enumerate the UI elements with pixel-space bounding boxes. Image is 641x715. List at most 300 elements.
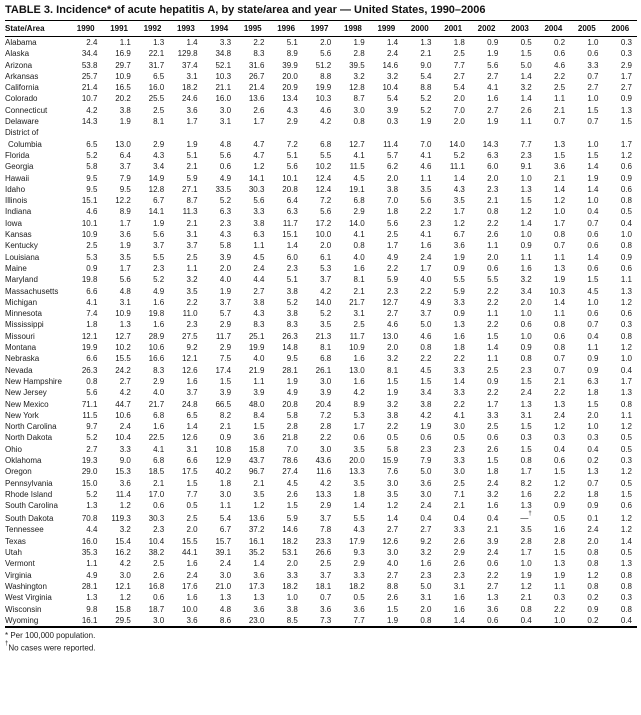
value-cell: 0.2 xyxy=(553,38,566,47)
value-cell: 1.3 xyxy=(620,286,632,296)
value-cell: 1.3 xyxy=(520,501,532,511)
value-cell: 9.2 xyxy=(186,343,198,353)
value-cell: 78.6 xyxy=(282,455,298,465)
value-cell: 16.5 xyxy=(115,83,131,93)
value-cell: 3.7 xyxy=(186,388,198,398)
value-cell: 3.3 xyxy=(453,455,465,465)
value-cell: 1.7 xyxy=(520,548,532,558)
value-cell: 1.7 xyxy=(420,263,432,273)
table-row xyxy=(5,376,637,387)
value-cell: 1.4 xyxy=(186,38,198,47)
value-cell: 4.1 xyxy=(86,297,98,307)
value-cell: 5.2 xyxy=(219,196,232,206)
value-cell: 27.1 xyxy=(182,184,198,194)
value-cell: 4.5 xyxy=(286,478,298,488)
value-cell: 2.3 xyxy=(153,263,165,273)
value-cell: 3.5 xyxy=(320,320,332,330)
value-cell: 2.1 xyxy=(420,49,432,59)
value-cell: 18.2 xyxy=(282,536,298,546)
value-cell: 3.2 xyxy=(119,525,131,535)
value-cell: 0.4 xyxy=(587,331,599,341)
value-cell: 0.4 xyxy=(520,615,532,625)
value-cell: 1.1 xyxy=(553,94,566,104)
value-cell: 2.2 xyxy=(420,286,432,296)
state-name-cell: Colorado xyxy=(5,94,38,104)
value-cell: 3.6 xyxy=(353,604,365,614)
value-cell: 10.4 xyxy=(148,536,165,546)
value-cell: 0.6 xyxy=(153,501,165,511)
value-cell: 1.5 xyxy=(520,49,532,59)
value-cell: 3.6 xyxy=(487,604,499,614)
value-cell: 2.1 xyxy=(353,286,365,296)
table-row xyxy=(5,432,637,443)
value-cell: 2.2 xyxy=(487,218,499,228)
value-cell: 0.9 xyxy=(587,604,599,614)
value-cell: 2.5 xyxy=(186,514,198,524)
column-header-year: 1991 xyxy=(102,21,135,37)
value-cell: 1.8 xyxy=(353,489,365,499)
value-cell: 1.3 xyxy=(620,105,632,115)
state-name-cell: Connecticut xyxy=(5,105,48,115)
value-cell: 0.3 xyxy=(620,593,632,603)
value-cell: 1.1 xyxy=(620,410,632,420)
value-cell: 1.1 xyxy=(253,241,265,251)
value-cell: 129.8 xyxy=(177,49,198,59)
value-cell: 4.1 xyxy=(453,410,465,420)
value-cell: 7.2 xyxy=(320,196,332,206)
value-cell: 10.8 xyxy=(215,444,232,454)
value-cell: 3.3 xyxy=(286,570,298,580)
value-cell: 5.6 xyxy=(153,230,165,240)
state-name-cell: District of Columbia xyxy=(5,128,42,149)
value-cell: 13.3 xyxy=(349,467,365,477)
value-cell: 0.9 xyxy=(620,94,632,104)
value-cell: 1.4 xyxy=(453,376,465,386)
value-cell: 1.2 xyxy=(386,501,399,511)
column-header-year: 2004 xyxy=(537,21,570,37)
value-cell: 0.4 xyxy=(587,207,599,217)
value-cell: 3.2 xyxy=(186,275,198,285)
value-cell: 4.1 xyxy=(353,150,365,160)
value-cell: 0.8 xyxy=(553,230,566,240)
value-cell: 2.4 xyxy=(253,263,265,273)
table-row xyxy=(5,173,637,184)
value-cell: 0.9 xyxy=(219,433,232,443)
value-cell: 3.1 xyxy=(453,581,465,591)
value-cell: 5.4 xyxy=(386,94,399,104)
value-cell: 3.1 xyxy=(353,309,365,319)
value-cell: 8.1 xyxy=(153,117,165,127)
value-cell: 2.8 xyxy=(553,536,566,546)
value-cell: 0.5 xyxy=(620,548,632,558)
value-cell: 0.9 xyxy=(487,376,499,386)
value-cell: 1.2 xyxy=(553,422,566,432)
value-cell: 5.5 xyxy=(453,275,465,285)
value-cell: 18.2 xyxy=(182,83,198,93)
value-cell: 0.8 xyxy=(620,241,632,251)
value-cell: 1.5 xyxy=(520,422,532,432)
value-cell: 20.9 xyxy=(282,83,298,93)
value-cell: 8.9 xyxy=(119,207,131,217)
value-cell: 1.4 xyxy=(453,173,465,183)
value-cell: 1.5 xyxy=(186,478,198,488)
value-cell: 66.5 xyxy=(215,399,232,409)
value-cell: 2.4 xyxy=(420,252,432,262)
column-header-year: 1990 xyxy=(69,21,102,37)
value-cell: 5.0 xyxy=(420,581,432,591)
value-cell: 1.1 xyxy=(253,376,265,386)
value-cell: 2.1 xyxy=(153,478,165,488)
value-cell: 1.4 xyxy=(587,252,599,262)
value-cell: 5.2 xyxy=(420,94,432,104)
value-cell: 3.3 xyxy=(119,444,131,454)
value-cell: 15.4 xyxy=(115,536,131,546)
value-cell: 2.7 xyxy=(386,570,399,580)
value-cell: 1.1 xyxy=(553,252,566,262)
value-cell: 6.8 xyxy=(320,139,332,149)
value-cell: 3.7 xyxy=(119,162,131,172)
value-cell: 1.5 xyxy=(487,331,499,341)
value-cell: 0.8 xyxy=(420,615,432,625)
value-cell: 3.9 xyxy=(253,388,265,398)
value-cell: 0.5 xyxy=(453,433,465,443)
value-cell: 52.1 xyxy=(215,60,232,70)
value-cell: 1.5 xyxy=(286,501,298,511)
value-cell: 6.8 xyxy=(320,354,332,364)
value-cell: 37.2 xyxy=(248,525,265,535)
value-cell: 26.1 xyxy=(315,365,332,375)
value-cell: 1.6 xyxy=(553,525,566,535)
state-name-cell: New Hampshire xyxy=(5,376,62,386)
value-cell: 3.8 xyxy=(286,286,298,296)
value-cell: 28.1 xyxy=(81,581,98,591)
value-cell: 0.3 xyxy=(587,433,599,443)
state-name-cell: New Jersey xyxy=(5,388,47,398)
table-row xyxy=(5,615,637,627)
value-cell: 4.0 xyxy=(253,354,265,364)
value-cell: 2.0 xyxy=(186,525,198,535)
value-cell: 39.9 xyxy=(282,60,298,70)
value-cell: 0.1 xyxy=(587,514,599,524)
value-cell: 0.7 xyxy=(587,71,599,81)
value-cell: 5.6 xyxy=(253,196,265,206)
value-cell: 20.0 xyxy=(349,455,365,465)
value-cell: 22.5 xyxy=(148,433,165,443)
value-cell: —† xyxy=(520,511,532,524)
value-cell: 12.7 xyxy=(115,331,131,341)
value-cell: 5.6 xyxy=(320,49,332,59)
state-name-cell: Vermont xyxy=(5,559,35,569)
state-name-cell: Montana xyxy=(5,343,37,353)
value-cell: 2.2 xyxy=(386,263,399,273)
value-cell: 2.2 xyxy=(253,38,265,47)
value-cell: 2.1 xyxy=(487,525,499,535)
value-cell: 1.2 xyxy=(620,467,632,477)
state-name-cell: Massachusetts xyxy=(5,286,59,296)
value-cell: 24.2 xyxy=(115,365,131,375)
value-cell: 3.9 xyxy=(386,105,399,115)
value-cell: 1.0 xyxy=(520,230,532,240)
value-cell: 4.0 xyxy=(420,275,432,285)
value-cell: 1.9 xyxy=(487,117,499,127)
value-cell: 15.8 xyxy=(115,604,131,614)
value-cell: 3.3 xyxy=(453,525,465,535)
value-cell: 1.5 xyxy=(420,376,432,386)
value-cell: 1.3 xyxy=(620,388,632,398)
value-cell: 1.9 xyxy=(119,117,131,127)
value-cell: 2.7 xyxy=(587,83,599,93)
table-row xyxy=(5,547,637,558)
value-cell: 14.1 xyxy=(148,207,165,217)
value-cell: 2.6 xyxy=(453,559,465,569)
state-name-cell: Maryland xyxy=(5,275,38,285)
table-row xyxy=(5,195,637,206)
value-cell: 1.3 xyxy=(520,399,532,409)
value-cell: 5.6 xyxy=(487,60,499,70)
value-cell: 2.1 xyxy=(186,218,198,228)
value-cell: 0.5 xyxy=(386,433,399,443)
value-cell: 18.2 xyxy=(282,581,298,591)
value-cell: 1.7 xyxy=(353,422,365,432)
value-cell: 5.2 xyxy=(86,150,98,160)
state-name-cell: Missouri xyxy=(5,331,35,341)
value-cell: 4.5 xyxy=(353,173,365,183)
value-cell: 5.2 xyxy=(420,105,432,115)
value-cell: 6.6 xyxy=(86,354,98,364)
value-cell: 1.4 xyxy=(587,162,599,172)
value-cell: 4.3 xyxy=(353,525,365,535)
value-cell: 19.9 xyxy=(81,343,98,353)
value-cell: 2.6 xyxy=(286,489,298,499)
table-row xyxy=(5,365,637,376)
value-cell: 1.7 xyxy=(253,117,265,127)
value-cell: 6.1 xyxy=(320,252,332,262)
value-cell: 1.6 xyxy=(186,559,198,569)
state-name-cell: Utah xyxy=(5,548,22,558)
value-cell: 2.0 xyxy=(453,117,465,127)
value-cell: 1.3 xyxy=(520,184,532,194)
value-cell: 2.5 xyxy=(153,559,165,569)
value-cell: 8.6 xyxy=(219,615,232,625)
value-cell: 35.2 xyxy=(248,548,265,558)
value-cell: 2.2 xyxy=(553,489,566,499)
value-cell: 0.9 xyxy=(553,501,566,511)
value-cell: 26.6 xyxy=(315,548,332,558)
value-cell: 3.8 xyxy=(253,218,265,228)
value-cell: 0.9 xyxy=(453,309,465,319)
table-row xyxy=(5,116,637,127)
value-cell: 6.8 xyxy=(153,455,165,465)
value-cell: 2.4 xyxy=(420,501,432,511)
value-cell: 0.8 xyxy=(353,117,365,127)
value-cell: 0.8 xyxy=(587,548,599,558)
value-cell: 5.0 xyxy=(520,60,532,70)
value-cell: 1.1 xyxy=(553,581,566,591)
table-row xyxy=(5,82,637,93)
value-cell: 14.9 xyxy=(148,173,165,183)
value-cell: 1.7 xyxy=(119,263,131,273)
value-cell: 43.7 xyxy=(248,455,265,465)
value-cell: 12.9 xyxy=(215,455,232,465)
value-cell: 0.4 xyxy=(420,514,432,524)
value-cell: 3.2 xyxy=(386,399,399,409)
table-row xyxy=(5,511,637,524)
value-cell: 4.2 xyxy=(420,410,432,420)
value-cell: 1.6 xyxy=(453,604,465,614)
value-cell: 12.4 xyxy=(315,173,332,183)
value-cell: 2.2 xyxy=(420,207,432,217)
value-cell: 1.4 xyxy=(286,241,298,251)
value-cell: 1.1 xyxy=(487,241,499,251)
value-cell: 0.8 xyxy=(553,343,566,353)
value-cell: 17.6 xyxy=(182,581,198,591)
value-cell: 4.6 xyxy=(86,207,98,217)
value-cell: 1.3 xyxy=(453,320,465,330)
value-cell: 17.0 xyxy=(148,489,165,499)
value-cell: 0.8 xyxy=(520,354,532,364)
value-cell: 5.6 xyxy=(119,275,131,285)
value-cell: 28.1 xyxy=(282,365,298,375)
value-cell: 1.4 xyxy=(520,94,532,104)
state-name-cell: Georgia xyxy=(5,162,34,172)
value-cell: 2.9 xyxy=(153,376,165,386)
value-cell: 9.2 xyxy=(420,536,432,546)
state-name-cell: New Mexico xyxy=(5,399,49,409)
value-cell: 3.5 xyxy=(186,286,198,296)
value-cell: 6.3 xyxy=(219,207,232,217)
value-cell: 44.7 xyxy=(115,399,131,409)
value-cell: 2.1 xyxy=(487,196,499,206)
value-cell: 6.6 xyxy=(186,455,198,465)
value-cell: 6.4 xyxy=(286,196,298,206)
value-cell: 1.3 xyxy=(420,38,432,47)
value-cell: 19.9 xyxy=(315,83,332,93)
value-cell: 5.7 xyxy=(219,309,232,319)
value-cell: 1.9 xyxy=(453,252,465,262)
value-cell: 1.6 xyxy=(153,320,165,330)
value-cell: 0.6 xyxy=(620,501,632,511)
value-cell: 25.7 xyxy=(81,71,98,81)
state-name-cell: Michigan xyxy=(5,297,38,307)
value-cell: 1.5 xyxy=(487,455,499,465)
value-cell: 1.2 xyxy=(553,478,566,488)
value-cell: 4.0 xyxy=(353,252,365,262)
value-cell: 2.9 xyxy=(219,343,232,353)
value-cell: 2.9 xyxy=(453,548,465,558)
value-cell: 4.3 xyxy=(286,105,298,115)
value-cell: 70.8 xyxy=(81,514,98,524)
value-cell: 0.5 xyxy=(520,38,532,47)
value-cell: 13.0 xyxy=(349,365,365,375)
value-cell: 10.4 xyxy=(115,433,131,443)
value-cell: 8.3 xyxy=(253,49,265,59)
value-cell: 7.7 xyxy=(186,489,198,499)
value-cell: 2.4 xyxy=(587,525,599,535)
value-cell: 14.0 xyxy=(449,139,465,149)
value-cell: 2.3 xyxy=(420,218,432,228)
value-cell: 7.9 xyxy=(420,455,432,465)
value-cell: 71.1 xyxy=(81,399,98,409)
value-cell: 4.5 xyxy=(420,365,432,375)
value-cell: 0.2 xyxy=(587,615,599,625)
table-row xyxy=(5,286,637,297)
value-cell: 1.0 xyxy=(620,230,632,240)
value-cell: 3.0 xyxy=(320,376,332,386)
value-cell: 0.5 xyxy=(620,207,632,217)
value-cell: 5.5 xyxy=(487,275,499,285)
value-cell: 2.4 xyxy=(553,410,566,420)
value-cell: 12.1 xyxy=(182,354,198,364)
value-cell: 1.6 xyxy=(186,376,198,386)
value-cell: 0.8 xyxy=(620,196,632,206)
value-cell: 2.1 xyxy=(219,422,232,432)
value-cell: 5.4 xyxy=(453,83,465,93)
state-name-cell: Wyoming xyxy=(5,615,39,625)
value-cell: 24.8 xyxy=(182,399,198,409)
value-cell: 2.1 xyxy=(253,478,265,488)
table-row xyxy=(5,444,637,455)
value-cell: 0.5 xyxy=(620,444,632,454)
value-cell: 1.7 xyxy=(386,241,399,251)
value-cell: 3.6 xyxy=(253,570,265,580)
table-row xyxy=(5,536,637,547)
value-cell: 0.8 xyxy=(520,455,532,465)
value-cell: 26.7 xyxy=(248,71,265,81)
value-cell: 1.6 xyxy=(520,263,532,273)
value-cell: 9.5 xyxy=(286,354,298,364)
table-row xyxy=(5,466,637,477)
value-cell: 1.6 xyxy=(487,501,499,511)
state-name-cell: Arizona xyxy=(5,60,33,70)
value-cell: 1.3 xyxy=(86,593,98,603)
value-cell: 1.5 xyxy=(386,376,399,386)
value-cell: 1.0 xyxy=(587,422,599,432)
value-cell: 3.0 xyxy=(219,570,232,580)
value-cell: 7.7 xyxy=(353,615,365,625)
value-cell: 18.2 xyxy=(349,581,365,591)
state-name-cell: South Carolina xyxy=(5,501,58,511)
dagger-marker: † xyxy=(5,641,9,648)
table-row xyxy=(5,71,637,82)
value-cell: 12.1 xyxy=(81,331,98,341)
value-cell: 0.9 xyxy=(487,38,499,47)
value-cell: 21.7 xyxy=(148,399,165,409)
value-cell: 1.6 xyxy=(453,331,465,341)
value-cell: 5.6 xyxy=(86,388,98,398)
value-cell: 4.1 xyxy=(420,150,432,160)
value-cell: 10.3 xyxy=(215,71,232,81)
value-cell: 2.0 xyxy=(587,536,599,546)
value-cell: 5.6 xyxy=(386,218,399,228)
state-name-cell: Mississippi xyxy=(5,320,44,330)
value-cell: 18.1 xyxy=(315,581,332,591)
value-cell: 1.9 xyxy=(386,388,399,398)
value-cell: 2.4 xyxy=(386,49,399,59)
value-cell: 1.0 xyxy=(520,559,532,569)
value-cell: 2.7 xyxy=(487,105,499,115)
value-cell: 10.6 xyxy=(148,343,165,353)
value-cell: 2.9 xyxy=(153,139,165,149)
value-cell: 0.7 xyxy=(587,117,599,127)
state-name-cell: Texas xyxy=(5,536,26,546)
value-cell: 5.2 xyxy=(453,150,465,160)
value-cell: 3.2 xyxy=(386,354,399,364)
state-name-cell: Ohio xyxy=(5,444,22,454)
value-cell: 3.6 xyxy=(320,604,332,614)
value-cell: 1.2 xyxy=(253,501,265,511)
value-cell: 21.8 xyxy=(282,433,298,443)
value-cell: 0.6 xyxy=(520,320,532,330)
